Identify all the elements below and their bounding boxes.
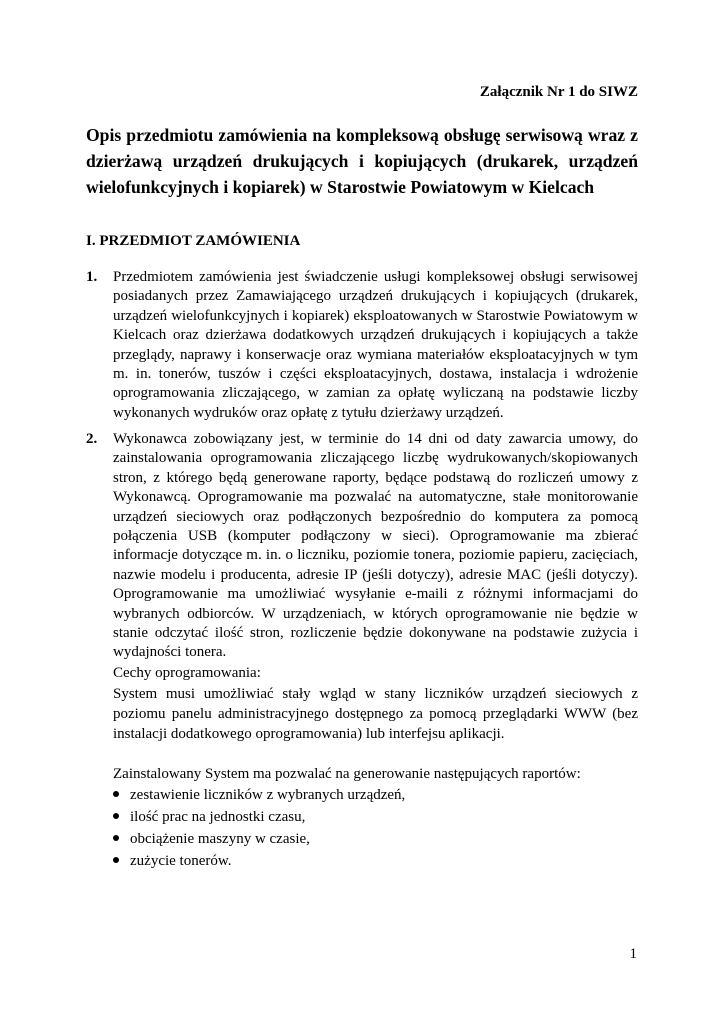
features-text: System musi umożliwiać stały wgląd w stany liczników urządzeń sieciowych z poziomu panelu administracyjnego dostępnego za pomocą przeglądarki WWW (bez instalacji dodatkowego oprogramowania) lub interfejsu aplikacji. bbox=[113, 686, 638, 742]
list-item bbox=[113, 806, 613, 828]
page-number: 1 bbox=[629, 946, 637, 962]
list-item-text: zestawienie liczników z wybranych urządzeń, bbox=[130, 787, 406, 803]
item-text: Przedmiotem zamówienia jest świadczenie usługi kompleksowej obsługi serwisowej posiadanych przez Zamawiającego urządzeń drukujących i kopiujących (drukarek, urządzeń wielofunkcyjnych i kopiarek) eksploatowanych w Starostwie Powiatowym w Kielcach oraz dzierżawa dodatkowych urządzeń drukujących i kopiujących a także przeglądy, naprawy i konserwacje oraz wymiana materiałów eksploatacyjnych w tym m. in. tonerów, tuszów i części eksploatacyjnych, dostawa, instalacja i wdrożenie oprogramowania zliczającego, w zamian za opłatę wyliczaną na podstawie liczby wykonanych wydruków oraz opłatę z tytułu dzierżawy urządzeń. bbox=[113, 269, 638, 421]
list-item-text: ilość prac na jednostki czasu, bbox=[130, 809, 306, 825]
annex-label: Załącznik Nr 1 do SIWZ bbox=[479, 84, 638, 100]
bullet-icon bbox=[113, 857, 119, 863]
document-title: Opis przedmiotu zamówienia na kompleksową obsługę serwisową wraz z dzierżawą urządzeń drukujących i kopiujących (drukarek, urządzeń wielofunkcyjnych i kopiarek) w Starostwie Powiatowym w Kielcach bbox=[86, 125, 638, 197]
list-item bbox=[113, 784, 613, 806]
list-item bbox=[113, 850, 613, 872]
section-heading: I. PRZEDMIOT ZAMÓWIENIA bbox=[86, 233, 301, 249]
item-number: 1. bbox=[86, 269, 98, 285]
list-item-text: zużycie tonerów. bbox=[130, 853, 232, 869]
bullet-icon bbox=[113, 813, 119, 819]
bullet-icon bbox=[113, 835, 119, 841]
list-item-text: obciążenie maszyny w czasie, bbox=[130, 831, 310, 847]
list-item bbox=[113, 828, 613, 850]
reports-list bbox=[113, 784, 613, 872]
numbered-item-1 bbox=[86, 268, 638, 423]
reports-intro: Zainstalowany System ma pozwalać na generowanie następujących raportów: bbox=[113, 766, 581, 782]
features-label: Cechy oprogramowania: bbox=[113, 665, 261, 681]
numbered-item-2 bbox=[86, 430, 638, 663]
item-text: Wykonawca zobowiązany jest, w terminie do 14 dni od daty zawarcia umowy, do zainstalowania oprogramowania zliczającego liczbę wydrukowanych/skopiowanych stron, z którego będą generowane raporty, będące podstawą do rozliczeń umowy z Wykonawcą. Oprogramowanie ma pozwalać na automatyczne, stałe monitorowanie urządzeń sieciowych oraz podłączonych bezpośrednio do komputera za pomocą połączenia USB (komputer podłączony w sieci). Oprogramowanie ma zbierać informacje dotyczące m. in. o liczniku, poziomie tonera, poziomie papieru, zacięciach, nazwie modelu i producenta, adresie IP (jeśli dotyczy), adresie MAC (jeśli dotyczy). Oprogramowanie ma umożliwiać wysyłanie e-maili z różnymi informacjami do wybranych odbiorców. W urządzeniach, w których oprogramowanie nie będzie w stanie odczytać ilość stron, rozliczenie będzie dokonywane na podstawie zużycia i wydajności tonera. bbox=[113, 431, 638, 661]
bullet-icon bbox=[113, 791, 119, 797]
item-number: 2. bbox=[86, 431, 98, 447]
